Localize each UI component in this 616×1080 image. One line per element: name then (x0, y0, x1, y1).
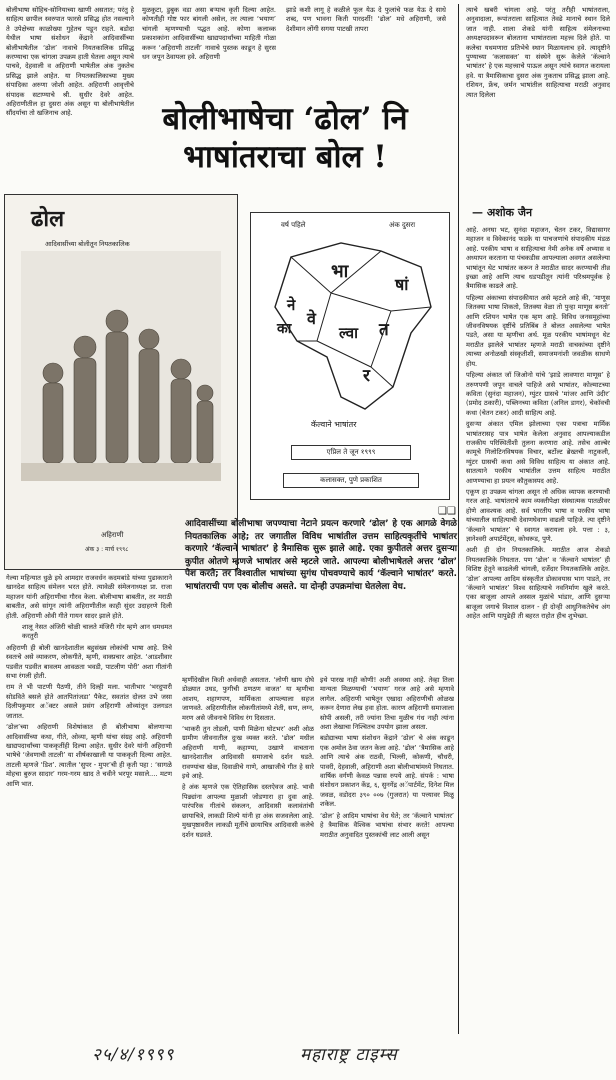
title-line-2: भाषांतराचा बोल ! (183, 139, 387, 175)
map-letter: ने (287, 296, 296, 314)
section-marker: ❑❑ (438, 506, 456, 517)
map-letter: र (363, 366, 370, 386)
article-lead: आदिवासींच्या बोलीभाषा जपण्याचा नेटाने प्रयत्न करणारे ‘ढोल’ हे एक आगळे वेगळे नियतकालिक आहे; तर जगातील विविध भाषांतील उत्तम साहित्यकृतींचे भाषांतर करणारे ‘कॅल्वाने भाषांतर’ हे त्रैमासिक सुरू झाले आहे. एका कुपीतले अत्तर दुसऱ्या कुपीत ओतणे म्हणजे भाषांतर असे म्हटले जाते. आपल्या बोलीभाषेतले अत्तर ‘ढोल’ पेश करते; तर विश्वातील भाषांच्या सुगंध पोचवण्याचे कार्य ‘कॅल्वाने भाषांतर’ करते. भाषांतराची पण एक बोलीच असते. या दोन्ही उपक्रमांचा घेतलेला वेध. (185, 519, 457, 592)
paragraph: एकूण हा उपक्रम चांगला असून तो अधिक व्यापक करण्याची गरज आहे. भाषांतराचे काम व्यक्तीपेक्षा संस्थात्मक पातळीवर होणे आवश्यक आहे. सर्व भारतीय भाषा व परकीय भाषा यांच्यातील साहित्याची देवाणघेवाण वाढली पाहिजे. त्या दृष्टीने ‘कॅल्वाने भाषांतर’ चे स्वागत करायला हवे. पत्ता : ३, ज्ञानेश्वरी अपार्टमेंट्स, कोथरूड, पुणे. (466, 487, 610, 543)
paragraph: त्याचे खबरी चांगला आहे. परंतु तरीही भाषांतराला, अनुवादाला, रूपांतराला साहित्यात तेवढे मानाचे स्थान दिले जात नाही. शाला शेकडे यांनी साहित्य संमेलनाच्या अध्यक्षपदावरून बोलताना भाषांतराला महत्त्व दिले होते. या कलेचा यथमणारा प्रतिभेचे स्थान मिळायलाच हवे. त्यादृष्टीने पुण्याच्या ‘कलासक्त’ या संस्थेने सुरू केलेले ‘कॅल्वाने भाषांतर’ हे एक महत्त्वाचे पाऊल असून त्यांचे स्वागत करायला हवे. या त्रैमासिकाचा दुसरा अंक नुकताच प्रसिद्ध झाला आहे. रशियन, फ्रेंच, जर्मन भाषांतील साहित्याचा मराठी अनुवाद त्यात दिलेला (466, 6, 610, 99)
column-top-mid (142, 6, 276, 98)
column-left (6, 574, 172, 1036)
map-letter: ल्वा (339, 324, 358, 342)
cover-date: एप्रिल ते जून १९९९ (291, 445, 411, 460)
verse: शालू नेसत अंजिरी चोळी चालते मंजिरी गोर म्हणे आन धमधमत करतुरी (22, 623, 172, 641)
dhol-cover-issue: अंक ३ : मार्च १९९८ (85, 546, 129, 553)
paragraph: गेल्या महिन्यात धुळे इथे आमदार राजवर्धन कदमबांडे यांच्या पुढाकाराने खानदेश साहित्य संमेलन भरत होते. त्यावेळी संमेलनाध्यक्ष प्रा. राजा महाजन यांनी अहिराणीचा गौरव केला. बोलीभाषा बाबतीत, तर मराठी बाबतीत, असे सांगून त्यांनी अहिराणीतील काही सुंदर उदाहरणे दिली होती. अहिराणी ओवी गीते गायन सादर झाले होते. (6, 574, 172, 620)
cover-issue: अंक दुसरा (389, 221, 416, 229)
paragraph: अशी ही दोन नियतकालिके. मराठीत आज शेकडो नियतकालिके निघतात. पण ‘ढोल’ व ‘कॅल्वाने भाषांतर’ ही विशिष्ट हेतूने काढलेली चांगली, दर्जेदार नियतकालिके आहेत. ‘ढोल’ आपल्या आदिम संस्कृतीत डोकावयास भाग पाडते, तर ‘कॅल्वाने भाषांतर’ विश्व साहित्याचे नवनिर्माण खुले करते. एका बाजूला आपले अस्सल मुळांचे भांडार, आणि दुसऱ्या बाजूला जगाचे विशाल दालन - ही दोन्ही आधुनिकतेचेच अंग आहेत आणि यापुढेही ती बहरत राहोत हीच शुभेच्छा. (466, 546, 610, 621)
map-letter: भा (331, 261, 349, 282)
paragraph: बडोद्याच्या भाषा संशोधन केंद्राने ‘ढोल’ चे अंक काढून एक अमोल ठेवा जतन केला आहे. ‘ढोल’ ‘त्रैमासिक आहे आणि त्याचे अंक राठवी, भिल्ली, कोकणी, चौधरी, पावरी, देहवाली, अहिराणी अशा बोलीभाषांमध्ये निघतात. वार्षिक वर्गणी केवळ पन्नास रुपये आहे. संपर्क : भाषा संशोधन प्रकाशन केंद्र, ६, सुनगेंद्र अॅपार्टमेंट, दिनेश मिल जवळ, वडोदरा ३९० ००७ (गुजरात) या पत्त्यावर मिळू शकेल. (320, 734, 454, 809)
cover-name: कॅल्वाने भाषांतर (311, 420, 357, 429)
column-top-right (466, 6, 610, 202)
paragraph: ‘ढोल’च्या अहिराणी विशेषांकात ही बोलीभाषा बोलणाऱ्या आदिवासींच्या कथा, गीते, ओव्या, म्हणी यांचा संग्रह आहे. अहिराणी खाद्यपदार्थांच्या पाककृतींही दिल्या आहेत. सुधीर देवरे यांनी अहिराणी भाषेचे ‘जेवणाची ताटली’ या शीर्षकाखाली या पाककृती दिल्या आहेत. ताटली म्हणजे ‘डिश’. त्यातील ‘सुपर - मुपर’ची ही कृती पहा : ‘सागळे मोहचा बुरुज सादार’ गरम-गरम खाद ते चवीने भरपूर मसाले.... मटण आणि भात. (6, 723, 172, 788)
paragraph: आहे. अनघा भट, सुनंदा महाजन, चेतन टकर, विद्यासागर महाजन व विवेकानंद फडके या पाचजणांचे संपादकीय मंडळ आहे. परकीय भाषा व साहित्याचा नेमी अनेक वर्षे अभ्यास व अध्यापन करताना या पंचकडीस आपल्याला अवगत असलेल्या भाषांतून थेट भाषांतर करून ते मराठीत सादर करण्याची तीव्र इच्छा आहे आणि त्याच धडपडीतून त्यांनी परिश्रमपूर्वक हे त्रैमासिक काढले आहे. (466, 226, 610, 291)
paragraph: इथे पारख नाही कोणी! अशी अवस्था आहे. तेव्हा तिला मान्यता मिळण्याची ‘भयाण’ गरज आहे असे म्हणावे लागेल. अहिराणी भाषेतून एखादा अहिराणीची ओळख करून देणारा लेख हवा होता. कारण अहिराणी समाजाला सोपी असली, तरी ज्यांना तिचा मुळीच गंध नाही त्यांना अशा लेखाचा निश्चितच उपयोग झाला असता. (320, 676, 454, 732)
paragraph: बोलीभाषा सोहिच-सोनियाच्या खाणी असतात; परंतु हे साहित्य छापील स्वरुपात फारसे प्रसिद्ध होत नसल्याने ते उपेक्षेच्या काळोख्या गुहेतच पडून राहते. बडोदा येथील भाषा संशोधन केंद्राने आदिवासींच्या बोलीभाषेतील ‘ढोल’ नावाचे नियतकालिक प्रसिद्ध करण्याचा एक चांगला उपक्रम हाती घेतला असून त्याचे पाचवे, देहवाली व अहिराणी भाषेतील अंक नुकतेच प्रसिद्ध झाले आहेत. या नियतकालिकाच्या मुख्य संपादिका अरुणा जोशी आहेत. अहिराणी आवृत्तीचे संपादक सटाण्याचे श्री. सुधीर देवरे आहेत. अहिराणीतील हा दुसरा अंक असून या बोलीभाषेतील सौंदर्याचा तो खजिनाच आहे. (6, 6, 134, 118)
dhol-cover-title: ढोल (31, 206, 65, 232)
map-letter: षां (395, 275, 409, 294)
paragraph: ‘भाकरी तुन तोडली, पाणी मिळेना घोटभर’ अशी ओळ ग्रामीण जीवनातील दुःख व्यक्त करते. ‘ढोल’ मधील अहिराणी गाणी, कहाण्या, उखाणे वाचताना खानदेशातील आदिवासी समाजाचे दर्शन घडते. रावण्यांचा खेळ, दिवाळीचे गाणे, आखाजीचे गीत हे सारे इथे आहे. (182, 725, 314, 781)
paragraph: पहिल्या अंकात जॉ जिओनो यांचे ‘झाडे लावणारा माणूस’ हे तरुणपणी जपून वाचले पाहिजे असे भाषांतर, कोल्माटच्या कविता (सुनंदा महाजन), ग्युंटर ग्रासचे ‘मांजर आणि उंदीर’ (प्रमोद ठकारी), पब्लिनच्या कविता (अनिल डागर), चेकॉवची कथा (चेतन टकर) आदी साहित्य आहे. (466, 371, 610, 417)
title-line-1: बोलीभाषेचा ‘ढोल’ नि (162, 101, 408, 137)
paragraph: अहिराणी ही बोली खानदेशातील बहुसंख्य लोकांची भाषा आहे. तिचे स्वतःचे असे व्याकरण, लोकगीते, म्हणी, वाक्प्रचार आहेत. ‘आडशीवार पडवीत पडवीत बावलम आवळता भवडी, पाटलीण पोरी’ अशा गीतांनी सभा रंगली होती. (6, 643, 172, 681)
map-letter: का (277, 321, 292, 337)
column-right (466, 226, 610, 1036)
handwritten-date: २५/४/१९९९ (92, 1045, 175, 1065)
column-divider (458, 4, 459, 1034)
paragraph: हे अंक म्हणजे एक ऐतिहासिक दस्तऐवज आहे. भावी पिढ्यांना आपल्या मुळाशी जोडणारा हा दुवा आहे. पारंपरिक गीतांचे संकलन, आदिवासी कलावंतांची छायाचित्रे, लाकडी शिल्पे यांनी हा अंक सजवलेला आहे. मुखपृष्ठावरील लाकडी मूर्तीचे छायाचित्र आदिवासी कलेचे दर्शन घडवते. (182, 783, 314, 839)
column-top-mid2 (286, 6, 446, 66)
paragraph: दुसऱ्या अंकात एमिल झोलाच्या एका पत्राचा मार्मिक भाषांतरासह पात्र भाषेत केलेला अनुवाद आपल्याकडील राजकीय परिस्थितीशी तुलना करणारा आहे. तसेच आल्बेर कामूचे गिलोटिनविषयक विचार, बर्टोल्ट ब्रेख्तची नाटुकली, ग्युंटर ग्रासची कथा असे विविध साहित्य या अंकात आहे. सातत्याने परकीय भाषांतील उत्तम साहित्य मराठीत आणण्याचा हा प्रयत्न कौतुकास्पद आहे. (466, 420, 610, 485)
wooden-figures-photo (21, 251, 221, 481)
paragraph: झाडे कशी लागू हे कळीले फूल येऊ दे फुलांचे फळ येऊ दे साधे शब्द, पण भावना किती पारदर्शी! ‘ढोल’ मधे अहिराणी, जसे देशीमान लोंगी सगया पाटखी तापरा (286, 6, 446, 33)
handwritten-newspaper-name: महाराष्ट्र टाइम्स (300, 1045, 398, 1065)
map-letter: वे (307, 309, 316, 328)
column-top-left (6, 6, 134, 186)
author-byline: — अशोक जैन (472, 206, 533, 219)
paragraph: पहिल्या अंकाच्या संपादकीयात असे म्हटले आहे की, ‘माणूस जितक्या भाषा शिकतो, तितक्या वेळा तो पुन्हा माणूस बनतो’ आणि रशियन भाषेत एक म्हण आहे. विविध जनसमूहांच्या जीवनविषयक दृष्टींचे प्रतिबिंब ते बोलत असलेल्या भाषेत पडते, असा या म्हणीचा अर्थ. मूळ परकीय भाषांमधून थेट मराठीत झालेले भाषांतर म्हणजे मराठी वाचकांच्या दृष्टीने त्याच्या अनोळखी संस्कृतीशी, समाजमनांशी जवळीक साधणे होय. (466, 293, 610, 368)
column-mid2 (320, 676, 454, 1036)
kalvane-bhashantar-cover (250, 212, 450, 500)
dhol-cover-subtitle: आदिवासींच्या बोलीतून नियतकालिक (45, 240, 130, 248)
paragraph: मुळकुटा, डुबुक वडा असा बऱ्याच कृती दिल्या आहेत. कोणतीही गोष्ट फार बांगली असेल, तर त्याला ‘भयाण’ चांगली म्हणण्याची पद्धत आहे. कोणा कलाव्क प्रकाशकांना आदिवासींच्या खाद्यपदार्थांच्या माहिती गोळा करून ‘अहिराणी ताटली’ नावाचे पुस्तक काढून हे सुरस धन जपून ठेवायला हवे. अहिराणी (142, 6, 276, 62)
cover-publisher: कलासक्त, पुणे प्रकाशित (283, 473, 419, 488)
column-mid (182, 676, 314, 1036)
dhol-cover (4, 194, 238, 570)
map-letter: त (379, 320, 389, 340)
cover-year: वर्ष पहिले (281, 221, 306, 229)
paragraph: ‘ढोल’ हे आदिम भाषांचा वेध घेते; तर ‘कॅल्वाने भाषांतर’ हे त्रैमासिक वैश्विक भाषांचा संभार करते! आपल्या मराठीत अनुवादित पुस्तकांची लाट आली असून (320, 811, 454, 839)
paragraph: राम ते भी पाटणी पैठणी, तीने दिल्ही मला. भातीभार ‘भरदुपारी सोडविते बसले होते आतपितांजडा’ पैकेट, सवतांत दोलत उभे जसा दिलीपकुमार अॅक्टर असले प्रसंग अहिराणी ओव्यांतून उलगडत जातात. (6, 683, 172, 720)
dhol-cover-caption: अहिराणी (101, 531, 124, 539)
article-title (120, 100, 450, 176)
paragraph: म्हणींदेखील किती अर्थवाही असतात. ‘लोणी खाय दोघे डोळ्यात उघड, फुगीची ठणठण वाजत’ या म्हणीचा आशय, शहाणपण, मार्मिकता आपल्याला सहज जाणवते. अहिराणीतील लोकगीतांमध्ये शेती, सण, लग्न, मरण असे जीवनाचे विविध रंग दिसतात. (182, 676, 314, 722)
